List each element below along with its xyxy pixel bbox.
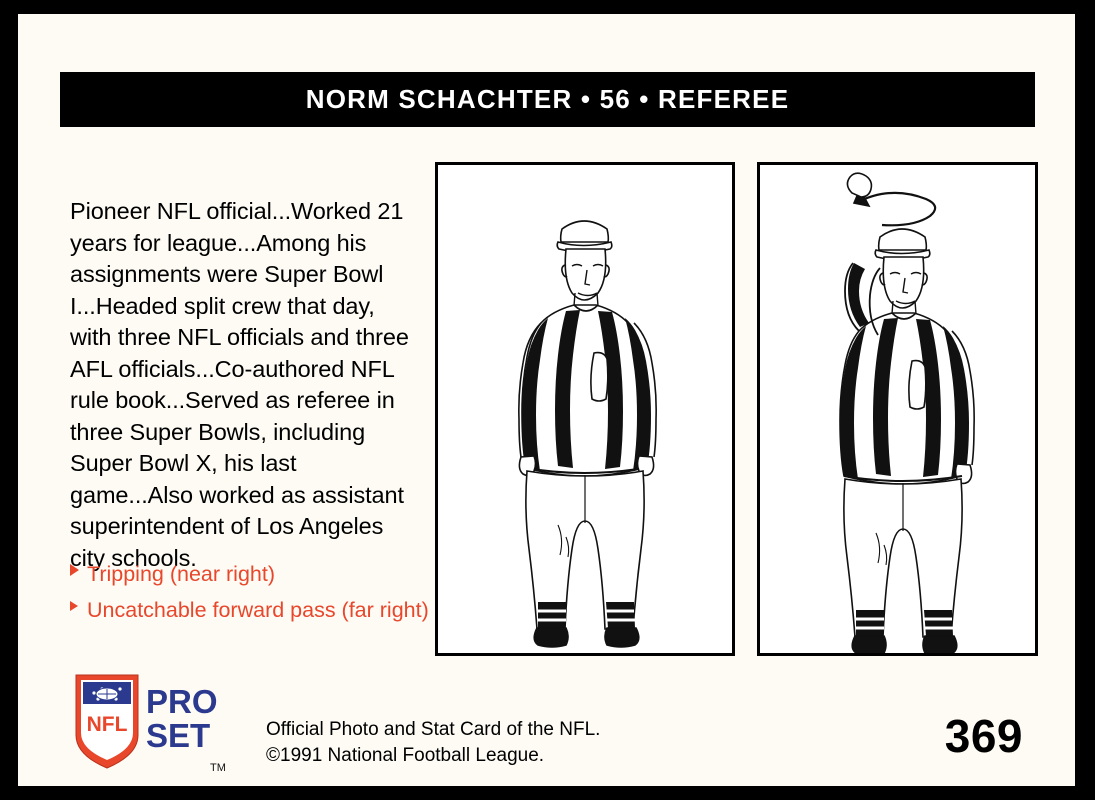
list-item bbox=[70, 561, 430, 588]
card-title-bar bbox=[60, 72, 1035, 127]
logo-pro-text: PRO bbox=[146, 683, 218, 720]
triangle-bullet-icon bbox=[70, 601, 78, 611]
card-number: 369 bbox=[944, 710, 1023, 762]
legal-text bbox=[266, 717, 600, 769]
photo-referee-tripping bbox=[435, 162, 735, 656]
referee-illustration-left bbox=[438, 165, 732, 653]
caption-text: Uncatchable forward pass (far right) bbox=[87, 598, 429, 622]
legal-line-2: ©1991 National Football League. bbox=[266, 745, 545, 766]
page-title: NORM SCHACHTER • 56 • REFEREE bbox=[305, 84, 790, 114]
photo-referee-uncatchable-pass bbox=[757, 162, 1038, 656]
pro-set-logo-icon bbox=[70, 669, 245, 774]
legal-line-1: Official Photo and Stat Card of the NFL. bbox=[266, 719, 601, 740]
trading-card-back bbox=[18, 14, 1075, 786]
list-item bbox=[70, 597, 430, 624]
nfl-pro-set-logo bbox=[70, 669, 245, 774]
caption-text: Tripping (near right) bbox=[87, 562, 275, 586]
triangle-bullet-icon bbox=[70, 564, 79, 576]
referee-illustration-right bbox=[760, 165, 1035, 653]
player-bio-text: Pioneer NFL official...Worked 21 years for league...Among his assignments were Super Bowl I...Headed split crew that day, with three NFL officials and three AFL officials...Co-authored NFL rule book...Served as referee in three Super Bowls, including Super Bowl X, his last game...Also worked as assistant superintendent of Los Angeles city schools. bbox=[70, 198, 409, 571]
logo-nfl-text: NFL bbox=[86, 713, 128, 736]
trademark-mark: TM bbox=[210, 762, 226, 774]
logo-set-text: SET bbox=[146, 717, 211, 754]
photo-caption-list bbox=[70, 561, 430, 633]
